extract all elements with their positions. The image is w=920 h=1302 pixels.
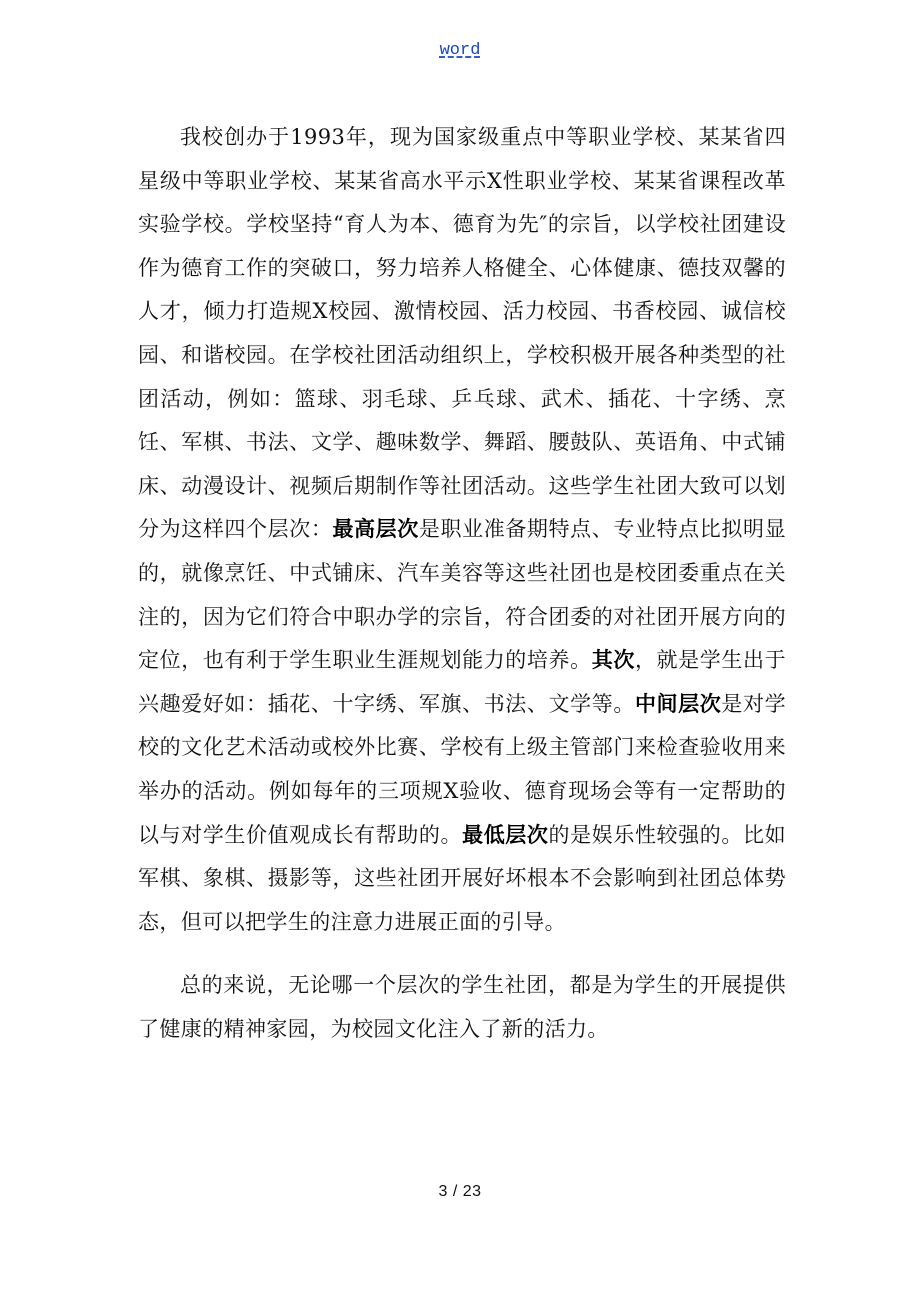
emphasis-lowest-level: 最低层次	[462, 822, 549, 847]
document-body	[138, 116, 786, 1051]
paragraph-2	[138, 964, 786, 1051]
emphasis-highest-level: 最高层次	[332, 517, 419, 542]
paragraph-text: 总的来说，无论哪一个层次的学生社团，都是为学生的开展提供了健康的精神家园，为校园文化注入了新的活力。	[138, 973, 786, 1041]
emphasis-middle-level: 中间层次	[634, 691, 722, 716]
paragraph-text: 我校创办于1993年，现为国家级重点中等职业学校、某某省四星级中等职业学校、某某省高水平示X性职业学校、某某省课程改革实验学校。学校坚持“育人为本、德育为先″的宗旨，以学校社团建设作为德育工作的突破口，努力培养人格健全、心体健康、德技双馨的人才，倾力打造规X校园、激情校园、活力校园、书香校园、诚信校园、和谐校园。在学校社团活动组织上，学校积极开展各种类型的社团活动，例如：篮球、羽毛球、乒乓球、武术、插花、十字绣、烹饪、军棋、书法、文学、趣味数学、舞蹈、腰鼓队、英语角、中式铺床、动漫设计、视频后期制作等社团活动。这些学生社团大致可以划分为这样四个层次：	[138, 125, 786, 542]
paragraph-1	[138, 116, 786, 944]
paragraph-text: ，就是学生出于兴趣爱好如：插花、十字绣、军旗、书法、文学等。	[138, 648, 786, 716]
paragraph-text: 是对学校的文化艺术活动或校外比赛、学校有上级主管部门来检查验收用来举办的活动。例如每年的三项规X验收、德育现场会等有一定帮助的以与对学生价值观成长有帮助的。	[138, 691, 787, 847]
page-number: 3 / 23	[438, 1183, 482, 1200]
paragraph-text: 是职业准备期特点、专业特点比拟明显的，就像烹饪、中式铺床、汽车美容等这些社团也是校团委重点在关注的，因为它们符合中职办学的宗旨，符合团委的对社团开展方向的定位，也有利于学生职业生涯规划能力的培养。	[138, 517, 786, 673]
paragraph-text: 的是娱乐性较强的。比如军棋、象棋、摄影等，这些社团开展好坏根本不会影响到社团总体势态，但可以把学生的注意力进展正面的引导。	[138, 822, 786, 934]
emphasis-second: 其次	[591, 648, 635, 673]
header-word-link[interactable]: word	[439, 41, 481, 60]
